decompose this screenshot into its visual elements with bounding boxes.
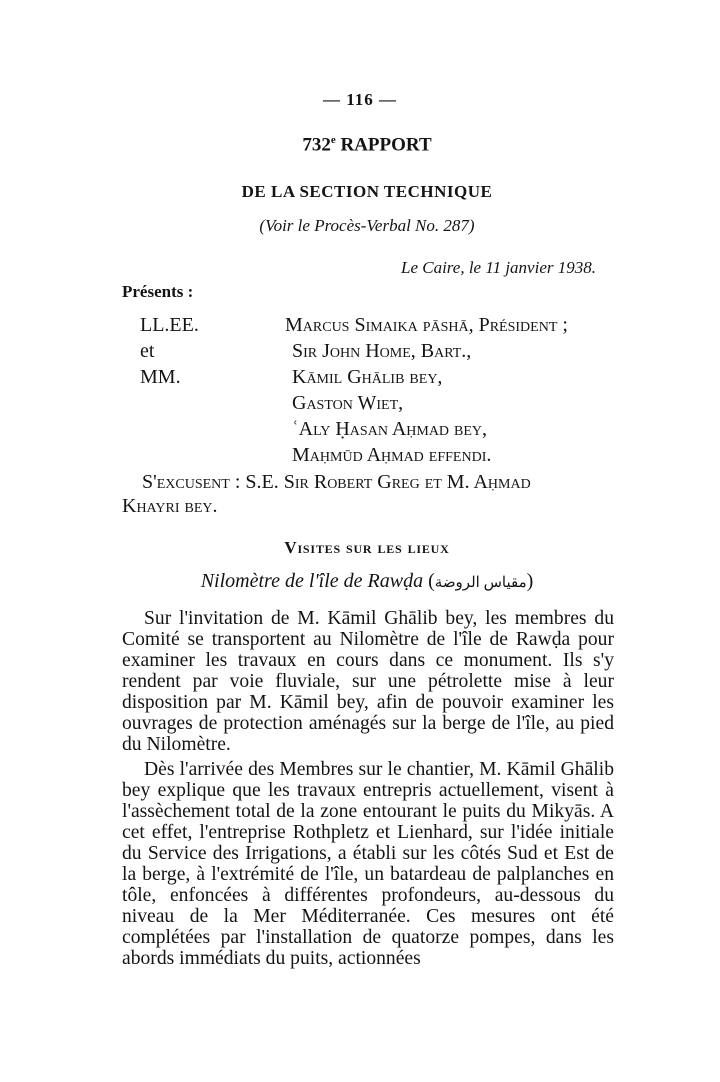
member-name: Sir John Home, Bart., [292,340,472,362]
subheading-title: Nilomètre de l'île de Rawḍa [200,570,424,592]
presents-label: Présents : [122,282,194,301]
excused-line: S'excusent : S.E. Sir Robert Greg et M. Aḥmad [142,471,531,493]
subheading-arabic: مقياس الروضة [434,575,527,591]
members-prefix: LL.EE. et MM. [140,314,199,388]
page-number: — 116 — [322,90,398,109]
section-title: Visites sur les lieux [284,538,450,557]
member-name: Marcus Simaika pāshā, Président ; [285,314,568,336]
report-title [0,134,720,156]
paragraph-1 [122,608,614,755]
member-name: Gaston Wiet, [292,392,404,414]
report-subtitle: DE LA SECTION TECHNIQUE [241,182,493,201]
report-word: RAPPORT [340,134,432,156]
report-number-suffix: e [330,134,336,146]
member-name: Kāmil Ghālib bey, [292,366,443,388]
member-name: Maḥmūd Aḥmad effendi. [292,444,492,466]
report-number: 732 [302,134,331,156]
paragraph-text: Sur l'invitation de M. Kāmil Ghālib bey, les membres du Comité se transportent au Nilomètre de l'île de Rawḍa pour examiner les travaux en cours dans ce monument. Ils s'y rendent par voie fluviale, sur une pétrolette mise à leur disposition par M. Kāmil bey, afin de pouvoir examiner les ouvrages de protection aménagés sur la berge de l'île, au pied du Nilomètre. [122,608,614,755]
paragraph-2 [122,759,614,969]
excused-line: Khayri bey. [122,495,218,517]
subheading: Nilomètre de l'île de Rawḍa (مقياس الروضة) [200,570,534,592]
excused-members [122,470,614,518]
paragraph-text: Dès l'arrivée des Membres sur le chantier, M. Kāmil Ghālib bey explique que les travaux entrepris actuellement, visent à l'assèchement total de la zone entourant le puits du Mikyās. A cet effet, l'entreprise Rothpletz et Lienhard, sur l'idée initiale du Service des Irrigations, a établi sur les côtés Sud et Est de la berge, à l'extrémité de l'île, un batardeau de palplanches en tôle, enfoncées à différentes profondeurs, au-dessous du niveau de la Mer Méditerranée. Ces mesures ont été complétées par l'installation de quatorze pompes, dans les abords immédiats du puits, actionnées [122,759,614,969]
proces-verbal-reference: (Voir le Procès-Verbal No. 287) [259,216,475,235]
member-name: ʿAly Ḥasan Aḥmad bey, [292,418,488,440]
report-date: Le Caire, le 11 janvier 1938. [400,258,596,277]
